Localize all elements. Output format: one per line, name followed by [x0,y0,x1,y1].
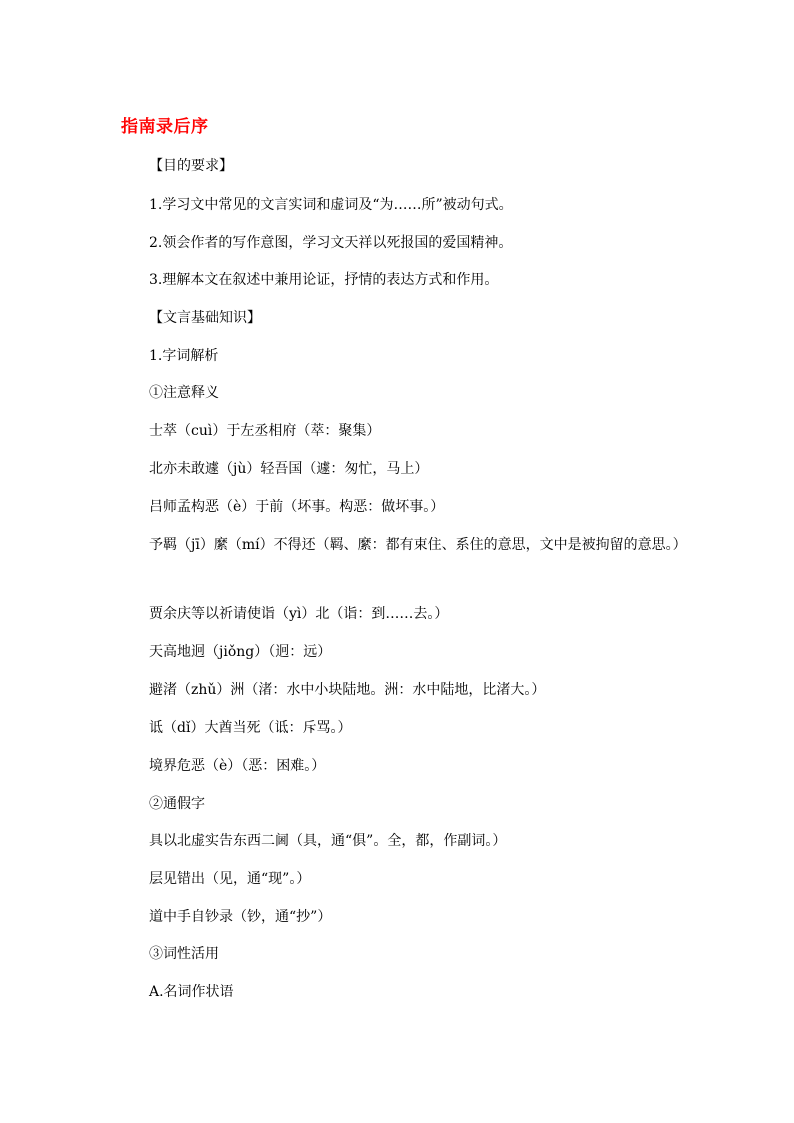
entry-line: 士萃（cuì）于左丞相府（萃：聚集） [149,423,381,439]
objective-1: 1.学习文中常见的文言实词和虚词及“为……所”被动句式。 [149,197,513,213]
entry-line: 境界危恶（è）（恶：困难。） [149,758,326,774]
subheading-word-class-shift: ③词性活用 [149,946,219,962]
section-heading-objectives: 【目的要求】 [149,158,233,174]
subheading-loan-characters: ②通假字 [149,796,205,812]
subheading-meanings: ①注意释义 [149,385,219,401]
objective-2: 2.领会作者的写作意图，学习文天祥以死报国的爱国精神。 [149,235,513,251]
objective-3: 3.理解本文在叙述中兼用论证，抒情的表达方式和作用。 [149,272,499,288]
entry-line: 北亦未敢遽（jù）轻吾国（遽：匆忙，马上） [149,461,429,477]
entry-line: A.名词作状语 [149,984,234,1000]
entry-line: 天高地迥（jiǒng）（迥：远） [149,644,332,660]
section-heading-basics: 【文言基础知识】 [149,310,261,326]
entry-line: 道中手自钞录（钞，通“抄”） [149,909,332,925]
entry-line: 具以北虚实告东西二阃（具，通“俱”。全，都，作副词。） [149,833,507,849]
entry-line: 层见错出（见，通“现”。） [149,871,311,887]
entry-line: 吕师孟构恶（è）于前（坏事。构恶：做坏事。） [149,499,445,515]
entry-line-wrapped: 予羁（jī）縻（mí）不得还（羁、縻：都有束住、系住的意思，文中是被拘留的意思。） [149,537,687,553]
subsection-word-analysis: 1.字词解析 [149,348,219,364]
entry-line: 诋（dǐ）大酋当死（诋：斥骂。） [149,720,352,736]
document-title: 指南录后序 [121,117,209,137]
entry-line: 避渚（zhǔ）洲（渚：水中小块陆地。洲：水中陆地，比渚大。） [149,682,546,698]
entry-line: 贾余庆等以祈请使诣（yì）北（诣：到……去。） [149,606,449,622]
